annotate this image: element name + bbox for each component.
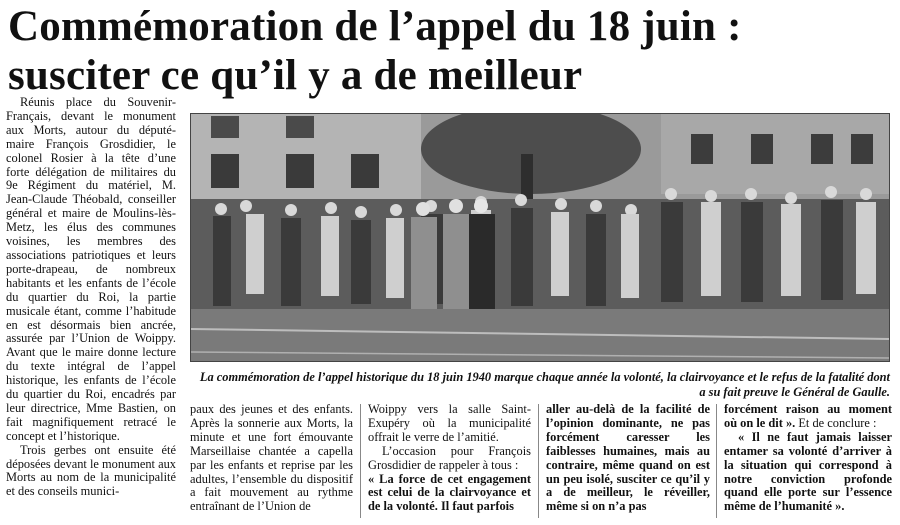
paragraph [724, 403, 892, 431]
column-divider [360, 404, 361, 518]
ceremony-photo [190, 113, 890, 362]
transition-text: Et de conclure : [795, 415, 877, 430]
paragraph: Woippy vers la salle Saint-Exupéry où la municipalité offrait le verre de l’amitié. [368, 402, 531, 444]
quote-paragraph: « La force de cet engagement est celui de la clairvoyance et de la volonté. Il faut parfois [368, 471, 531, 514]
paragraph: Trois gerbes ont ensuite été déposées devant le monument aux Morts au nom de la municipalité et des conseils munici- [6, 442, 176, 499]
paragraph: Réunis place du Souvenir-Français, devant le monument aux Morts, autour du député-maire François Grosdidier, le colonel Rosier à la tête d’une forte délégation de militaires du 9e Régiment du matériel, M. Jean-Claude Théobald, conseiller général et maire de Moulins-lès-Metz, les élus des communes voisines, les membres des associations patriotiques et leurs porte-drapeau, de nombreux habitants et les enfants de l’école du quartier du Roi, la partie musicale étant, comme l’habitude en est désormais bien ancrée, assurée par l’Union de Woippy. Avant que le maire donne lecture du texte intégral de l’appel historique, les enfants de l’école du quartier du Roi, encadrés par leur directrice, Mme Bastien, on fait magnifiquement retracé le concept et l’historique. [6, 95, 176, 443]
closing-quote: « Il ne faut jamais laisser entamer sa volonté d’arriver à la situation qui correspond à notre conviction profonde quand elle porte sur l’essence même de l’humanité ». [724, 429, 892, 514]
article-column-4 [546, 403, 710, 514]
column-divider [538, 404, 539, 518]
crowd-photo-illustration [191, 114, 889, 361]
column-divider [716, 404, 717, 518]
paragraph: paux des jeunes et des enfants. Après la sonnerie aux Morts, la minute et une fort émouvante Marseillaise chantée a capella par les enfants et reprise par les adultes, l’ensemble du dispositif a fait mouvement au rythme entraînant de l’Union de [190, 402, 353, 514]
quote-paragraph: aller au-delà de la facilité de l’opinion dominante, ne pas forcément caresser les faiblesses humaines, mais au contraire, même quand on est un peu isolé, susciter ce qu’il y a de meilleur, le réveiller, même si on n’a pas [546, 402, 710, 514]
paragraph: L’occasion pour François Grosdidier de rappeler à tous : [368, 443, 531, 472]
quote-end: forcément raison au moment où on le dit ». [724, 402, 892, 430]
headline: Commémoration de l’appel du 18 juin : susciter ce qu’il y a de meilleur [8, 3, 742, 99]
article-column-3 [368, 403, 531, 514]
article-column-5 [724, 403, 892, 514]
photo-caption: La commémoration de l’appel historique du 18 juin 1940 marque chaque année la volonté, la clairvoyance et le refus de la fatalité dont a su fait preuve le Général de Gaulle. [199, 370, 890, 399]
article-column-2 [190, 403, 353, 514]
article-column-1 [6, 96, 176, 499]
